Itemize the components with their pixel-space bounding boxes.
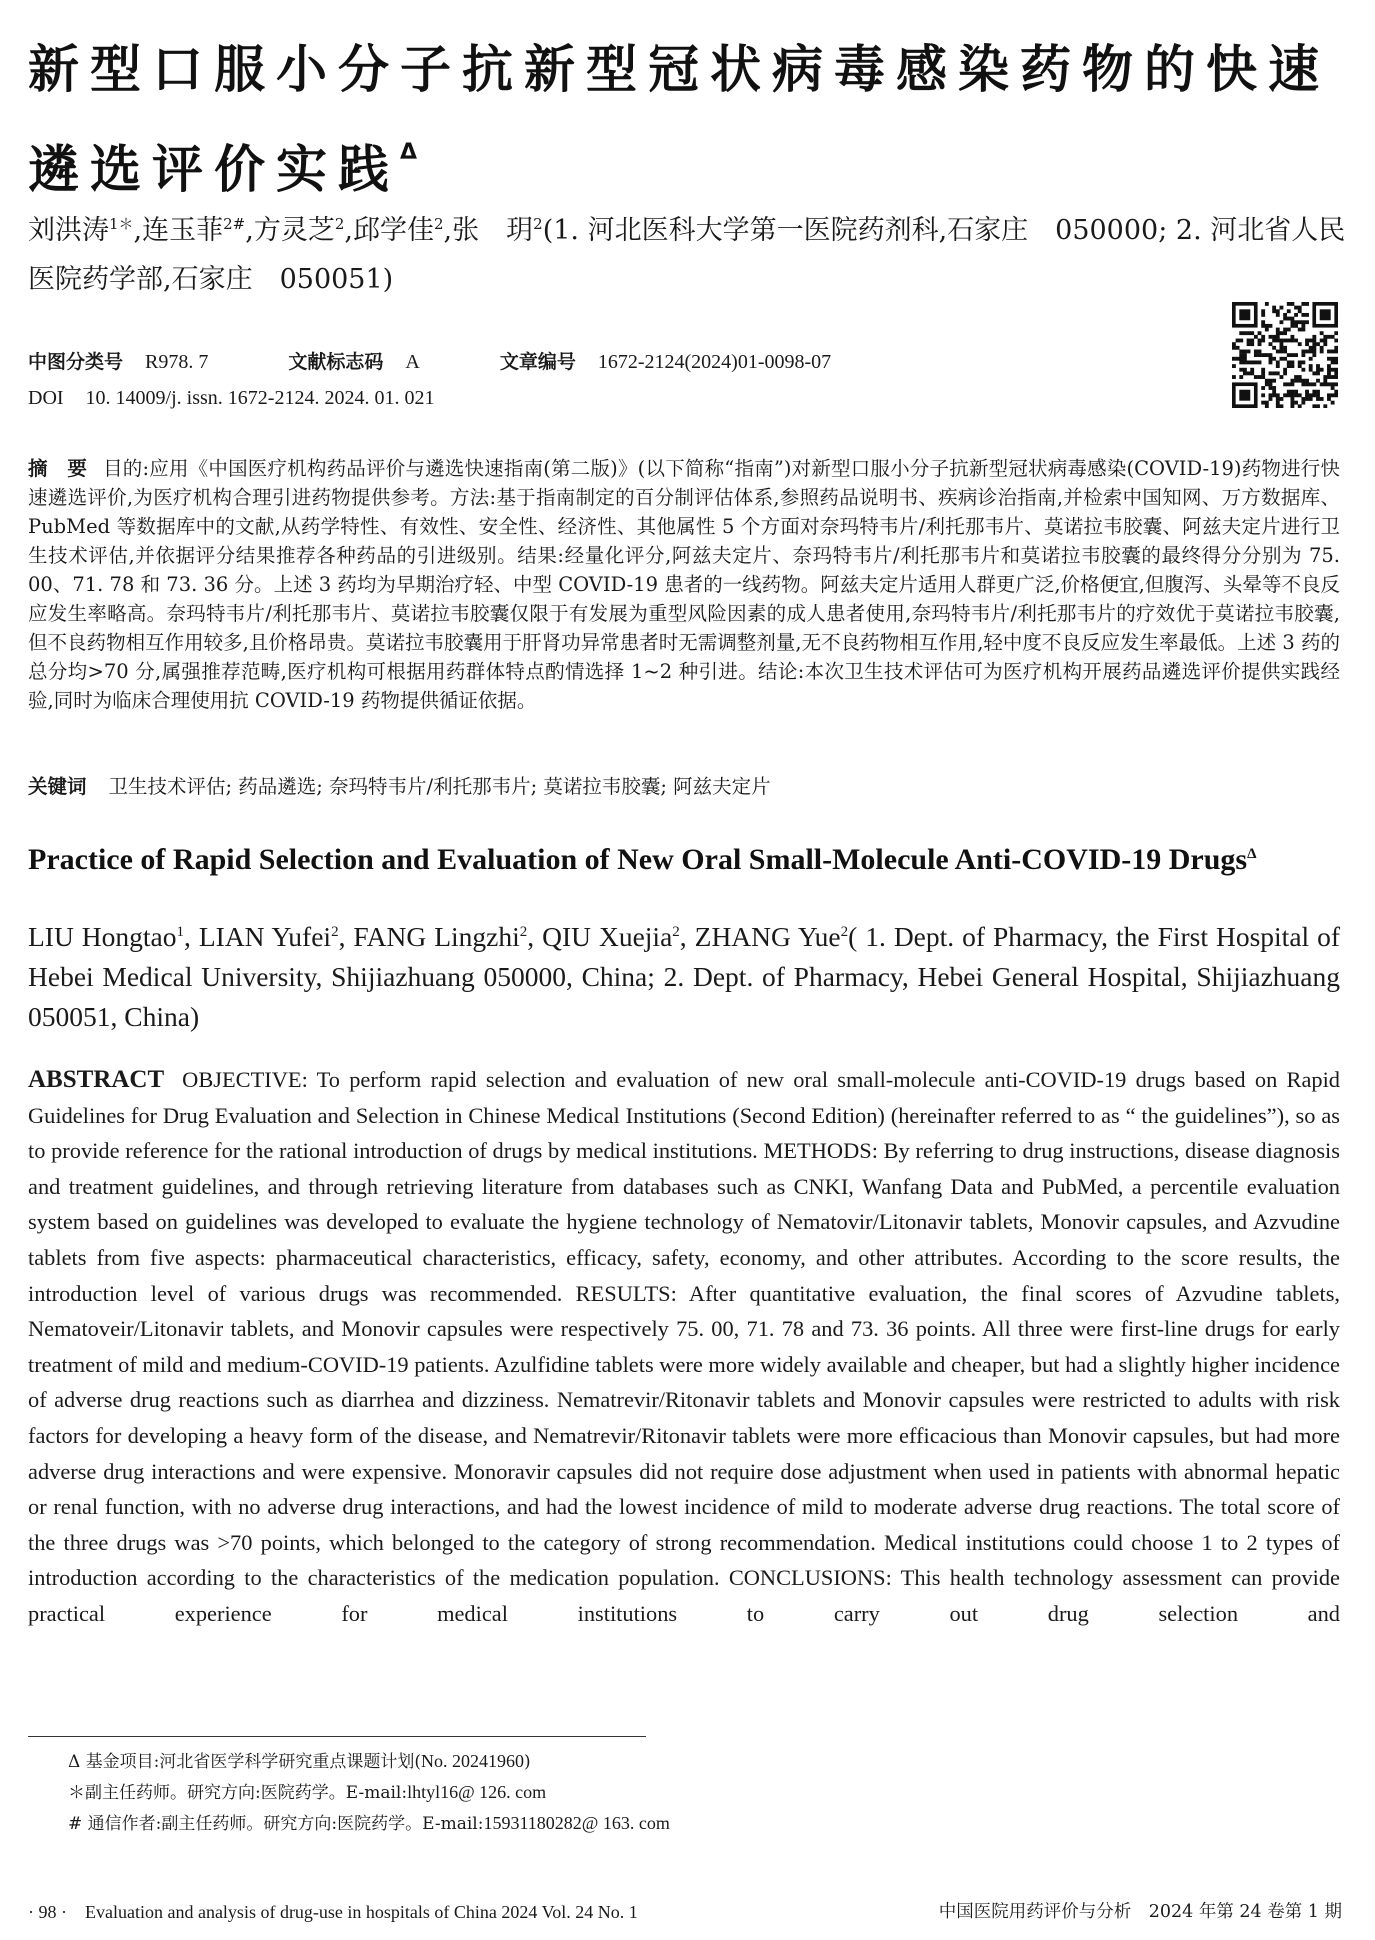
footnote-first-author: ＊副主任药师。研究方向:医院药学。E-mail:lhtyl16@ 126. com xyxy=(68,1782,547,1803)
cn-authors xyxy=(28,200,1348,304)
cn-keywords-text: 卫生技术评估; 药品遴选; 奈玛特韦片/利托那韦片; 莫诺拉韦胶囊; 阿兹夫定片 xyxy=(108,775,771,798)
article-number-value: 1672-2124(2024)01-0098-07 xyxy=(597,351,832,373)
en-author: QIU Xuejia$^2$, xyxy=(542,921,695,953)
email-link[interactable]: lhtyl16@ 126. com xyxy=(407,1782,547,1802)
cn-abstract-text: 目的:应用《中国医疗机构药品评价与遴选快速指南(第二版)》(以下简称“指南”)对新型口服小分子抗新型冠状病毒感染(COVID-19)药物进行快速遴选评价,为医疗机构合理引进药物提供参考。方法:基于指南制定的百分制评估体系,参照药品说明书、疾病诊治指南,并检索中国知网、万方数据库、PubMed 等数据库中的文献,从药学特性、有效性、安全性、经济性、其他属性 5 个方面对奈玛特韦片/利托那韦片、莫诺拉韦胶囊、阿兹夫定片进行卫生技术评估,并依据评分结果推荐各种药品的引进级别。结果:经量化评分,阿兹夫定片、奈玛特韦片/利托那韦片和莫诺拉韦胶囊的最终得分分别为 75. 00、71. 78 和 73. 36 分。上述 3 药均为早期治疗轻、中型 COVID-19 患者的一线药物。阿兹夫定片适用人群更广泛,价格便宜,但腹泻、头晕等不良反应发生率略高。奈玛特韦片/利托那韦片、莫诺拉韦胶囊仅限于有发展为重型风险因素的成人患者使用,奈玛特韦片/利托那韦片的疗效优于莫诺拉韦胶囊,但不良药物相互作用较多,且价格昂贵。莫诺拉韦胶囊用于肝肾功异常患者时无需调整剂量,无不良药物相互作用,轻中度不良反应发生率最低。上述 3 药的总分均>70 分,属强推荐范畴,医疗机构可根据用药群体特点酌情选择 1~2 种引进。结论:本次卫生技术评估可为医疗机构开展药品遴选评价提供实践经验,同时为临床合理使用抗 COVID-19 药物提供循证依据。 xyxy=(28,457,1340,712)
footer-journal-cn: 中国医院用药评价与分析 2024 年第 24 卷第 1 期 xyxy=(938,1902,1342,1922)
doc-code-value: A xyxy=(405,351,420,373)
cn-author: 连玉菲$^{2\#}$, xyxy=(142,215,254,246)
en-author: LIU Hongtao$^1$, xyxy=(28,921,199,953)
en-abstract-label: ABSTRACT xyxy=(28,1066,165,1093)
footnote-corresponding-author: # 通信作者:副主任药师。研究方向:医院药学。E-mail:15931180282@ 163. com xyxy=(68,1813,670,1834)
en-affiliations: ( 1. Dept. of Pharmacy, the First Hospital of Hebei Medical University, Shijiazhuang 050000, China; 2. Dept. of Pharmacy, Hebei General Hospital, Shijiazhuang 050051, China) xyxy=(28,921,1341,1033)
doi-label: DOI xyxy=(28,387,64,409)
cn-abstract-label: 摘 要 xyxy=(28,457,88,480)
en-abstract-text: OBJECTIVE: To perform rapid selection and evaluation of new oral small-molecule anti-COVID-19 drugs based on Rapid Guidelines for Drug Evaluation and Selection in Chinese Medical Institutions (Second Edition) (hereinafter referred to as “ the guidelines”), so as to provide reference for the rational introduction of drugs by medical institutions. METHODS: By referring to drug instructions, disease diagnosis and treatment guidelines, and through retrieving literature from databases such as CNKI, Wanfang Data and PubMed, a percentile evaluation system based on guidelines was developed to evaluate the hygiene technology of Nematovir/Litonavir tablets, Monovir capsules, and Azvudine tablets from five aspects: pharmaceutical characteristics, efficacy, safety, economy, and other attributes. According to the score results, the introduction level of various drugs was recommended. RESULTS: After quantitative evaluation, the final scores of Azvudine tablets, Nematoveir/Litonavir tablets, and Monovir capsules were respectively 75. 00, 71. 78 and 73. 36 points. All three were first-line drugs for early treatment of mild and medium-COVID-19 patients. Azulfidine tablets were more widely available and cheaper, but had a slightly higher incidence of adverse drug reactions such as diarrhea and dizziness. Nematrevir/Ritonavir tablets and Monovir capsules were restricted to adults with risk factors for developing a heavy form of the disease, and Nematrevir/Ritonavir tablets were more efficacious than Monovir capsules, but had more adverse drug interactions and were expensive. Monoravir capsules did not require dose adjustment when used in patients with abnormal hepatic or renal function, with no adverse drug interactions, and had the lowest incidence of mild to moderate adverse drug reactions. The total score of the three drugs was >70 points, which belonged to the category of strong recommendation. Medical institutions could choose 1 to 2 types of introduction according to the characteristics of the medication population. CONCLUSIONS: This health technology assessment can provide practical experience for medical institutions to carry out drug selection and xyxy=(28,1067,1340,1626)
meta-line-2 xyxy=(28,380,1028,416)
cn-affiliations: (1. 河北医科大学第一医院药剂科,石家庄 050000; 2. 河北省人民医院药学部,石家庄 050051) xyxy=(28,215,1346,295)
email-link[interactable]: 15931180282@ 163. com xyxy=(483,1813,670,1833)
qr-code-icon[interactable] xyxy=(1232,302,1338,408)
en-authors xyxy=(28,912,1340,1037)
clc-label: 中图分类号 xyxy=(28,351,124,373)
page-footer xyxy=(28,1896,1342,1928)
meta-line-1 xyxy=(28,344,1028,380)
footer-journal-en: · 98 · Evaluation and analysis of drug-use in hospitals of China 2024 Vol. 24 No. 1 xyxy=(28,1902,638,1922)
cn-author: 刘洪涛$^{1*}$, xyxy=(28,215,143,246)
footnote-fund: Δ 基金项目:河北省医学科学研究重点课题计划(No. 20241960) xyxy=(68,1751,531,1772)
cn-title xyxy=(28,30,1348,212)
footnote-divider xyxy=(28,1736,646,1737)
cn-author: 方灵芝$^2$, xyxy=(253,215,353,246)
en-title-text: Practice of Rapid Selection and Evaluation of New Oral Small-Molecule Anti-COVID-19 Drugs xyxy=(28,843,1248,876)
doc-code-label: 文献标志码 xyxy=(288,351,384,373)
en-abstract xyxy=(28,1062,1340,1632)
cn-abstract xyxy=(28,454,1340,715)
cn-author: 张 玥$^2$ xyxy=(452,215,543,246)
cn-title-text: 新型口服小分子抗新型冠状病毒感染药物的快速遴选评价实践 xyxy=(28,41,1331,200)
en-author: LIAN Yufei$^2$, xyxy=(198,921,354,953)
qr-code-graphic xyxy=(1232,302,1338,408)
en-author: FANG Lingzhi$^2$, xyxy=(353,921,543,953)
en-title-mark: Δ xyxy=(1247,846,1257,862)
doi-value[interactable]: 10. 14009/j. issn. 1672-2124. 2024. 01. 021 xyxy=(85,387,435,409)
cn-author: 邱学佳$^2$, xyxy=(353,215,453,246)
article-number-label: 文章编号 xyxy=(499,351,576,373)
article-meta xyxy=(28,344,1028,416)
cn-keywords xyxy=(28,772,1340,802)
clc-value: R978. 7 xyxy=(145,351,209,373)
en-title xyxy=(28,834,1340,880)
footnotes xyxy=(68,1746,1068,1839)
cn-keywords-label: 关键词 xyxy=(28,775,87,798)
cn-title-mark: Δ xyxy=(400,140,418,165)
en-author: ZHANG Yue$^2$ xyxy=(694,921,849,953)
